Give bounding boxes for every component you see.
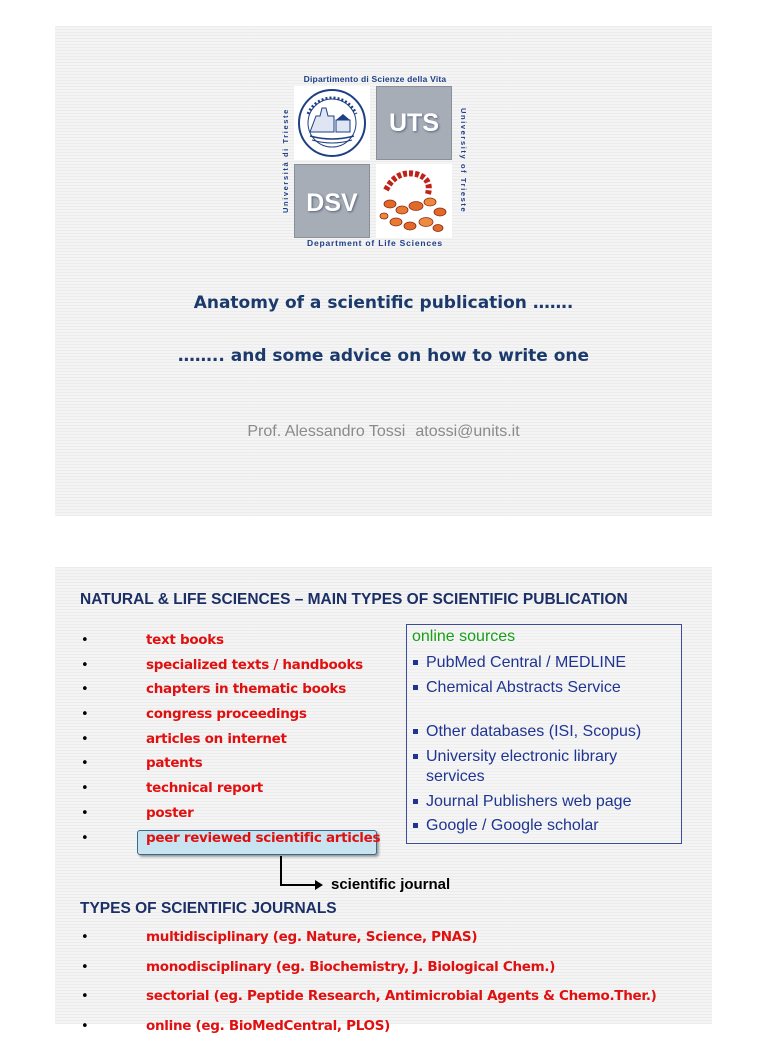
bullet: • (81, 930, 89, 945)
arrow-target-label: scientific journal (331, 876, 451, 893)
journals-heading: TYPES OF SCIENTIFIC JOURNALS (80, 900, 337, 917)
publication-types-slide: NATURAL & LIFE SCIENCES – MAIN TYPES OF SCIENTIFIC PUBLICATION • text books • specialized texts / handbooks • chapters in thematic books • congress proceedings • articles on internet • patents • technical report • poster • peer reviewed scientific articles scientific journal online sources PubMed Central / MEDLINE Chemical Abstracts Service Other databases (ISI, Scopus) University electronic library services Journal Publishers web page Google / Google scholar TYPES OF SCIENTIFIC JOURNALS • multidisciplinary (eg. Nature, Science, PNAS) • monodisciplinary (eg. Biochemistry, J. Biological Chem.) • sectorial (eg. Peptide Research, Antimicrobial Agents & Chemo.Ther.) • online (eg. BioMedCentral, PLOS) (55, 567, 712, 1024)
logo-top-text: Dipartimento di Scienze della Vita (303, 74, 447, 84)
bullet: • (81, 830, 89, 846)
department-logo (281, 74, 469, 250)
bullet: • (81, 1018, 89, 1034)
list-item: PubMed Central / MEDLINE (412, 653, 680, 674)
university-seal-icon (294, 86, 370, 160)
logo-right-text: University of Trieste (459, 108, 468, 214)
bullet: • (81, 989, 89, 1004)
bullet: • (81, 805, 89, 821)
author-name: Prof. Alessandro Tossi (247, 423, 406, 440)
logo-left-text: Università di Trieste (281, 108, 290, 214)
online-sources-title: online sources (412, 628, 516, 645)
online-sources-list (412, 653, 680, 841)
presentation-title: Anatomy of a scientific publication ……. (193, 293, 574, 313)
dsv-label: DSV (306, 189, 358, 217)
uts-tile (376, 86, 452, 160)
dsv-tile (294, 164, 370, 238)
bullet: • (81, 657, 89, 673)
list-item: Chemical Abstracts Service (412, 678, 680, 699)
uts-label: UTS (389, 109, 439, 137)
square-bullet-icon (413, 823, 418, 828)
online-sources-box (406, 624, 682, 844)
author-line (55, 423, 712, 441)
title-slide (55, 26, 712, 516)
list-item: Other databases (ISI, Scopus) (412, 722, 680, 743)
square-bullet-icon (413, 729, 418, 734)
bullet: • (81, 731, 89, 747)
bullet: • (81, 756, 89, 772)
square-bullet-icon (413, 754, 418, 759)
list-item: Google / Google scholar (412, 816, 680, 837)
presentation-subtitle: …….. and some advice on how to write one (177, 346, 590, 366)
bullet: • (81, 633, 89, 648)
bullet: • (81, 682, 89, 698)
slide-heading: NATURAL & LIFE SCIENCES – MAIN TYPES OF SCIENTIFIC PUBLICATION (80, 591, 628, 608)
square-bullet-icon (413, 660, 418, 665)
list-item: University electronic library services (412, 747, 680, 788)
bullet: • (81, 781, 89, 797)
bullet: • (81, 707, 89, 723)
bullet: • (81, 959, 89, 975)
cells-image-icon (376, 164, 452, 238)
author-email: atossi@units.it (415, 423, 520, 440)
logo-bottom-text: Department of Life Sciences (307, 238, 443, 248)
list-item: Journal Publishers web page (412, 792, 680, 813)
square-bullet-icon (413, 799, 418, 804)
square-bullet-icon (413, 685, 418, 690)
